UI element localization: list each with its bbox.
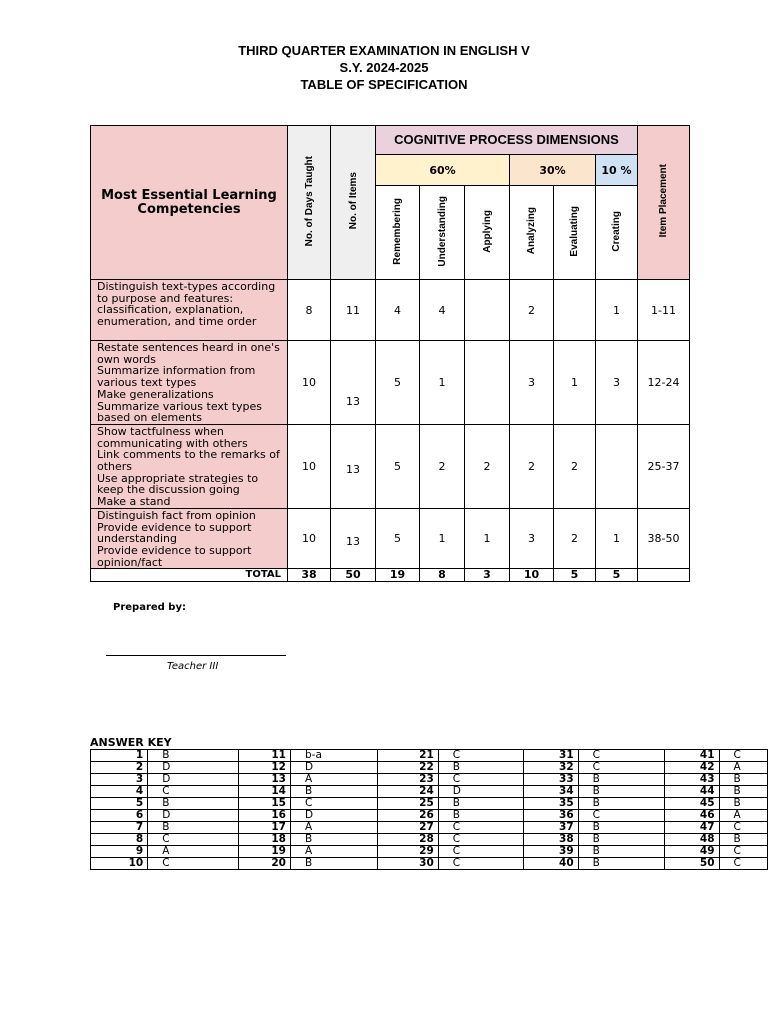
answer-letter: B <box>719 798 767 810</box>
answer-letter: D <box>148 762 239 774</box>
item-number: 6 <box>91 810 148 822</box>
count-cell: 5 <box>376 508 420 569</box>
competency-cell <box>91 424 288 508</box>
answer-letter: B <box>291 834 378 846</box>
item-number: 14 <box>238 786 290 798</box>
total-count: 10 <box>510 569 554 582</box>
count-cell: 4 <box>420 280 465 341</box>
answer-letter: B <box>148 750 239 762</box>
answer-letter: D <box>291 762 378 774</box>
table-row <box>91 341 690 425</box>
answer-letter: B <box>578 834 665 846</box>
level-evaluating: Evaluating <box>554 186 596 280</box>
answer-letter: C <box>719 846 767 858</box>
answer-letter: D <box>291 810 378 822</box>
item-number: 21 <box>377 750 438 762</box>
answer-letter: C <box>438 834 524 846</box>
item-number: 24 <box>377 786 438 798</box>
items-cell: 11 <box>331 280 376 341</box>
answer-letter: A <box>719 762 767 774</box>
table-row <box>91 798 768 810</box>
level-applying: Applying <box>465 186 510 280</box>
total-count: 3 <box>465 569 510 582</box>
placement-cell: 25-37 <box>638 424 690 508</box>
table-row <box>91 762 768 774</box>
answer-letter: A <box>719 810 767 822</box>
answer-letter: B <box>719 774 767 786</box>
mel-header: Most Essential Learning Competencies <box>101 187 277 217</box>
item-number: 10 <box>91 858 148 870</box>
days-header: No. of Days Taught <box>303 155 315 247</box>
answer-letter: C <box>438 822 524 834</box>
item-number: 23 <box>377 774 438 786</box>
item-number: 9 <box>91 846 148 858</box>
days-cell: 8 <box>288 280 331 341</box>
item-number: 35 <box>524 798 578 810</box>
count-cell: 5 <box>376 424 420 508</box>
item-number: 38 <box>524 834 578 846</box>
answer-letter: B <box>578 846 665 858</box>
count-cell: 1 <box>420 341 465 425</box>
answer-letter: B <box>438 798 524 810</box>
item-number: 45 <box>665 798 719 810</box>
days-cell: 10 <box>288 341 331 425</box>
level-creating: Creating <box>596 186 638 280</box>
competency-text: Show tactfulness when communicating with others <box>97 424 248 450</box>
item-number: 34 <box>524 786 578 798</box>
answer-letter: b-a <box>291 750 378 762</box>
answer-key-title: ANSWER KEY <box>90 736 172 749</box>
answer-letter: B <box>578 774 665 786</box>
item-number: 26 <box>377 810 438 822</box>
level-analyzing: Analyzing <box>510 186 554 280</box>
total-days: 38 <box>288 569 331 582</box>
answer-letter: B <box>719 834 767 846</box>
item-number: 19 <box>238 846 290 858</box>
item-number: 28 <box>377 834 438 846</box>
answer-letter: C <box>578 810 665 822</box>
item-number: 15 <box>238 798 290 810</box>
answer-letter: C <box>438 774 524 786</box>
item-number: 17 <box>238 822 290 834</box>
items-header-cell <box>331 126 376 280</box>
competency-cell <box>91 341 288 425</box>
table-row <box>91 834 768 846</box>
competency-text: Use appropriate strategies to keep the discussion going <box>97 471 259 497</box>
item-number: 18 <box>238 834 290 846</box>
count-cell: 3 <box>596 341 638 425</box>
count-cell: 2 <box>465 424 510 508</box>
item-number: 46 <box>665 810 719 822</box>
answer-letter: C <box>578 762 665 774</box>
count-cell: 2 <box>510 424 554 508</box>
pct-60: 60% <box>376 155 510 186</box>
answer-letter: B <box>291 858 378 870</box>
total-count: 5 <box>596 569 638 582</box>
answer-letter: B <box>578 858 665 870</box>
total-items: 50 <box>331 569 376 582</box>
answer-letter: D <box>148 774 239 786</box>
competency-text: Link comments to the remarks of others <box>97 448 280 474</box>
table-row <box>91 774 768 786</box>
answer-letter: C <box>578 750 665 762</box>
answer-letter: B <box>719 786 767 798</box>
answer-key-table <box>90 749 768 870</box>
item-number: 32 <box>524 762 578 774</box>
item-number: 27 <box>377 822 438 834</box>
level-remembering: Remembering <box>376 186 420 280</box>
items-header: No. of Items <box>347 172 359 230</box>
table-row <box>91 846 768 858</box>
answer-letter: C <box>291 798 378 810</box>
count-cell: 1 <box>465 508 510 569</box>
item-number: 5 <box>91 798 148 810</box>
items-cell: 13 <box>331 341 376 425</box>
answer-letter: C <box>148 858 239 870</box>
table-row <box>91 786 768 798</box>
days-cell: 10 <box>288 508 331 569</box>
item-number: 43 <box>665 774 719 786</box>
count-cell: 1 <box>554 341 596 425</box>
item-number: 50 <box>665 858 719 870</box>
item-number: 40 <box>524 858 578 870</box>
competency-cell <box>91 280 288 341</box>
competency-text: Provide evidence to support opinion/fact <box>97 544 252 569</box>
item-number: 1 <box>91 750 148 762</box>
answer-letter: B <box>148 798 239 810</box>
item-number: 29 <box>377 846 438 858</box>
placement-header: Item Placement <box>658 164 669 238</box>
tos-title: TABLE OF SPECIFICATION <box>300 77 468 92</box>
answer-letter: A <box>148 846 239 858</box>
table-of-specification <box>90 125 690 582</box>
total-placement <box>638 569 690 582</box>
competency-text: Summarize various text types based on elements <box>97 399 263 425</box>
item-number: 2 <box>91 762 148 774</box>
answer-letter: D <box>148 810 239 822</box>
item-number: 49 <box>665 846 719 858</box>
table-row <box>91 810 768 822</box>
answer-letter: C <box>719 822 767 834</box>
answer-letter: C <box>148 786 239 798</box>
table-row <box>91 280 690 341</box>
cpd-header-cell <box>376 126 638 155</box>
competency-text: Summarize information from various text types <box>97 364 256 390</box>
item-number: 7 <box>91 822 148 834</box>
placement-cell: 1-11 <box>638 280 690 341</box>
item-number: 48 <box>665 834 719 846</box>
total-row <box>91 569 690 582</box>
answer-letter: B <box>438 762 524 774</box>
total-count: 8 <box>420 569 465 582</box>
item-number: 20 <box>238 858 290 870</box>
answer-letter: C <box>438 750 524 762</box>
pct-30: 30% <box>510 155 596 186</box>
item-number: 36 <box>524 810 578 822</box>
item-number: 25 <box>377 798 438 810</box>
competency-text: Distinguish fact from opinion <box>97 508 256 522</box>
item-number: 8 <box>91 834 148 846</box>
answer-letter: B <box>578 786 665 798</box>
placement-cell: 12-24 <box>638 341 690 425</box>
exam-title: THIRD QUARTER EXAMINATION IN ENGLISH V <box>238 43 530 58</box>
competency-text: Make a stand <box>97 495 171 509</box>
item-number: 31 <box>524 750 578 762</box>
answer-letter: B <box>438 810 524 822</box>
table-row <box>91 822 768 834</box>
count-cell: 2 <box>420 424 465 508</box>
total-count: 19 <box>376 569 420 582</box>
item-number: 42 <box>665 762 719 774</box>
count-cell: 2 <box>554 424 596 508</box>
answer-letter: C <box>438 846 524 858</box>
placement-cell: 38-50 <box>638 508 690 569</box>
school-year: S.Y. 2024-2025 <box>339 60 429 75</box>
pct-10: 10 % <box>596 155 638 186</box>
item-number: 30 <box>377 858 438 870</box>
level-understanding: Understanding <box>420 186 465 280</box>
table-row <box>91 750 768 762</box>
competency-text: Make generalizations <box>97 387 214 401</box>
competency-text: Distinguish text-types according to purpose and features: classification, explanation, enumeration, and time order <box>97 280 276 329</box>
table-row <box>91 424 690 508</box>
placement-header-cell <box>638 126 690 280</box>
item-number: 47 <box>665 822 719 834</box>
total-count: 5 <box>554 569 596 582</box>
count-cell <box>465 280 510 341</box>
days-header-cell <box>288 126 331 280</box>
count-cell: 3 <box>510 341 554 425</box>
competency-text: Restate sentences heard in one's own words <box>97 341 280 366</box>
signature-line <box>106 655 286 656</box>
table-row <box>91 508 690 569</box>
item-number: 16 <box>238 810 290 822</box>
item-number: 44 <box>665 786 719 798</box>
answer-letter: B <box>148 822 239 834</box>
item-number: 12 <box>238 762 290 774</box>
count-cell <box>554 280 596 341</box>
count-cell: 1 <box>420 508 465 569</box>
items-cell: 13 <box>331 424 376 508</box>
count-cell: 1 <box>596 508 638 569</box>
days-cell: 10 <box>288 424 331 508</box>
item-number: 39 <box>524 846 578 858</box>
item-number: 41 <box>665 750 719 762</box>
count-cell: 5 <box>376 341 420 425</box>
answer-letter: C <box>719 858 767 870</box>
count-cell: 4 <box>376 280 420 341</box>
mel-header-cell <box>91 126 288 280</box>
answer-letter: A <box>291 822 378 834</box>
item-number: 33 <box>524 774 578 786</box>
answer-letter: A <box>291 774 378 786</box>
count-cell: 1 <box>596 280 638 341</box>
cpd-header: COGNITIVE PROCESS DIMENSIONS <box>394 132 619 147</box>
answer-letter: C <box>719 750 767 762</box>
item-number: 4 <box>91 786 148 798</box>
item-number: 11 <box>238 750 290 762</box>
competency-text: Provide evidence to support understanding <box>97 520 252 546</box>
count-cell <box>596 424 638 508</box>
answer-letter: C <box>438 858 524 870</box>
document-header <box>0 42 768 93</box>
item-number: 3 <box>91 774 148 786</box>
count-cell <box>465 341 510 425</box>
count-cell: 2 <box>554 508 596 569</box>
competency-cell <box>91 508 288 569</box>
item-number: 22 <box>377 762 438 774</box>
item-number: 37 <box>524 822 578 834</box>
count-cell: 3 <box>510 508 554 569</box>
answer-letter: B <box>578 822 665 834</box>
answer-letter: D <box>438 786 524 798</box>
items-cell: 13 <box>331 508 376 569</box>
prepared-by-label: Prepared by: <box>113 602 186 613</box>
count-cell: 2 <box>510 280 554 341</box>
answer-letter: B <box>291 786 378 798</box>
table-row <box>91 858 768 870</box>
answer-letter: A <box>291 846 378 858</box>
item-number: 13 <box>238 774 290 786</box>
answer-letter: C <box>148 834 239 846</box>
teacher-title: Teacher III <box>167 661 219 672</box>
total-label: TOTAL <box>91 569 288 582</box>
answer-letter: B <box>578 798 665 810</box>
